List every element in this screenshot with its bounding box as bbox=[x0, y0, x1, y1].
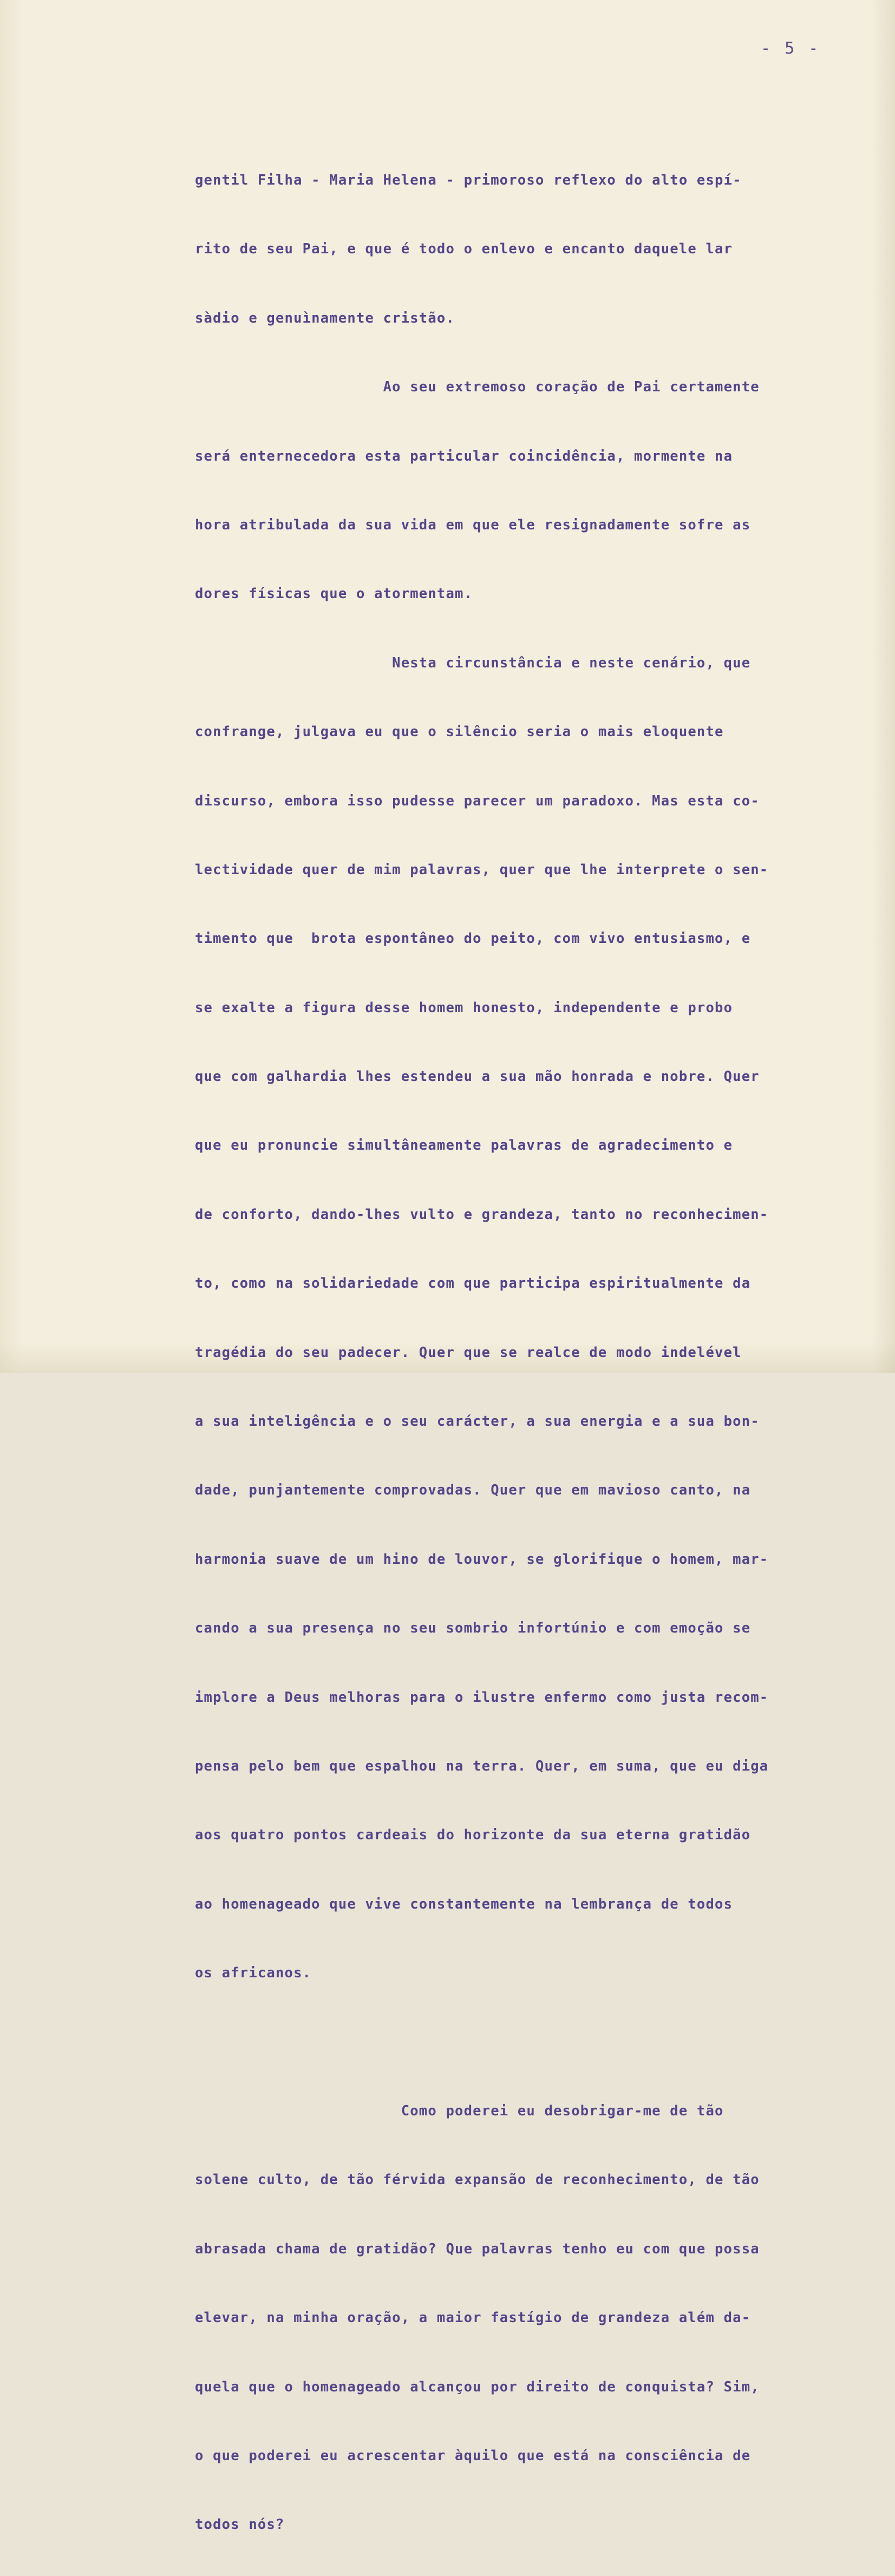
text-line: gentil Filha - Maria Helena - primoroso reflexo do alto espí- bbox=[195, 172, 742, 188]
page-body bbox=[195, 130, 872, 2576]
text-line: harmonia suave de um hino de louvor, se glorifique o homem, mar- bbox=[195, 1551, 769, 1568]
text-line: todos nós? bbox=[195, 2516, 285, 2533]
text-line: discurso, embora isso pudesse parecer um paradoxo. Mas esta co- bbox=[195, 792, 760, 809]
text-line: que com galhardia lhes estendeu a sua mão honrada e nobre. Quer bbox=[195, 1069, 760, 1085]
text-line: abrasada chama de gratidão? Que palavras tenho eu com que possa bbox=[195, 2240, 760, 2257]
page-number: - 5 - bbox=[761, 39, 821, 58]
text-line: o que poderei eu acrescentar àquilo que está na consciência de bbox=[195, 2447, 751, 2464]
text-line: sàdio e genuìnamente cristão. bbox=[195, 310, 455, 326]
text-line: tragédia do seu padecer. Quer que se realce de modo indelével bbox=[195, 1344, 742, 1361]
text-line: Nesta circunstância e neste cenário, que bbox=[195, 654, 751, 671]
text-line: a sua inteligência e o seu carácter, a sua energia e a sua bon- bbox=[195, 1413, 760, 1430]
text-line: solene culto, de tão férvida expansão de reconhecimento, de tão bbox=[195, 2172, 760, 2188]
text-line: dores físicas que o atormentam. bbox=[195, 586, 473, 602]
text-line: Como poderei eu desobrigar-me de tão bbox=[195, 2102, 724, 2119]
text-line: dade, punjantemente comprovadas. Quer que em mavioso canto, na bbox=[195, 1482, 751, 1499]
text-line: que eu pronuncie simultâneamente palavras de agradecimento e bbox=[195, 1137, 733, 1154]
text-line: ao homenageado que vive constantemente na lembrança de todos bbox=[195, 1896, 733, 1912]
text-line: de conforto, dando-lhes vulto e grandeza, tanto no reconhecimen- bbox=[195, 1206, 769, 1223]
text-line: hora atribulada da sua vida em que ele resignadamente sofre as bbox=[195, 516, 751, 533]
text-line: Ao seu extremoso coração de Pai certamente bbox=[195, 379, 760, 396]
text-line: timento que brota espontâneo do peito, com vivo entusiasmo, e bbox=[195, 930, 751, 947]
text-line: pensa pelo bem que espalhou na terra. Quer, em suma, que eu diga bbox=[195, 1758, 769, 1774]
text-line: os africanos. bbox=[195, 1965, 312, 1982]
text-line: quela que o homenageado alcançou por direito de conquista? Sim, bbox=[195, 2378, 760, 2395]
text-line: implore a Deus melhoras para o ilustre enfermo como justa recom- bbox=[195, 1689, 769, 1706]
text-line bbox=[195, 2024, 872, 2061]
text-line: to, como na solidariedade com que participa espiritualmente da bbox=[195, 1275, 751, 1292]
text-line: rito de seu Pai, e que é todo o enlevo e encanto daquele lar bbox=[195, 241, 733, 258]
text-line: aos quatro pontos cardeais do horizonte da sua eterna gratidão bbox=[195, 1827, 751, 1844]
text-line: lectividade quer de mim palavras, quer que lhe interprete o sen- bbox=[195, 861, 769, 878]
text-line: confrange, julgava eu que o silêncio seria o mais eloquente bbox=[195, 724, 724, 740]
text-line: cando a sua presença no seu sombrio infortúnio e com emoção se bbox=[195, 1620, 751, 1637]
text-line: se exalte a figura desse homem honesto, independente e probo bbox=[195, 999, 733, 1016]
text-line: elevar, na minha oração, a maior fastígio de grandeza além da- bbox=[195, 2310, 751, 2326]
text-line: será enternecedora esta particular coincidência, mormente na bbox=[195, 448, 733, 464]
